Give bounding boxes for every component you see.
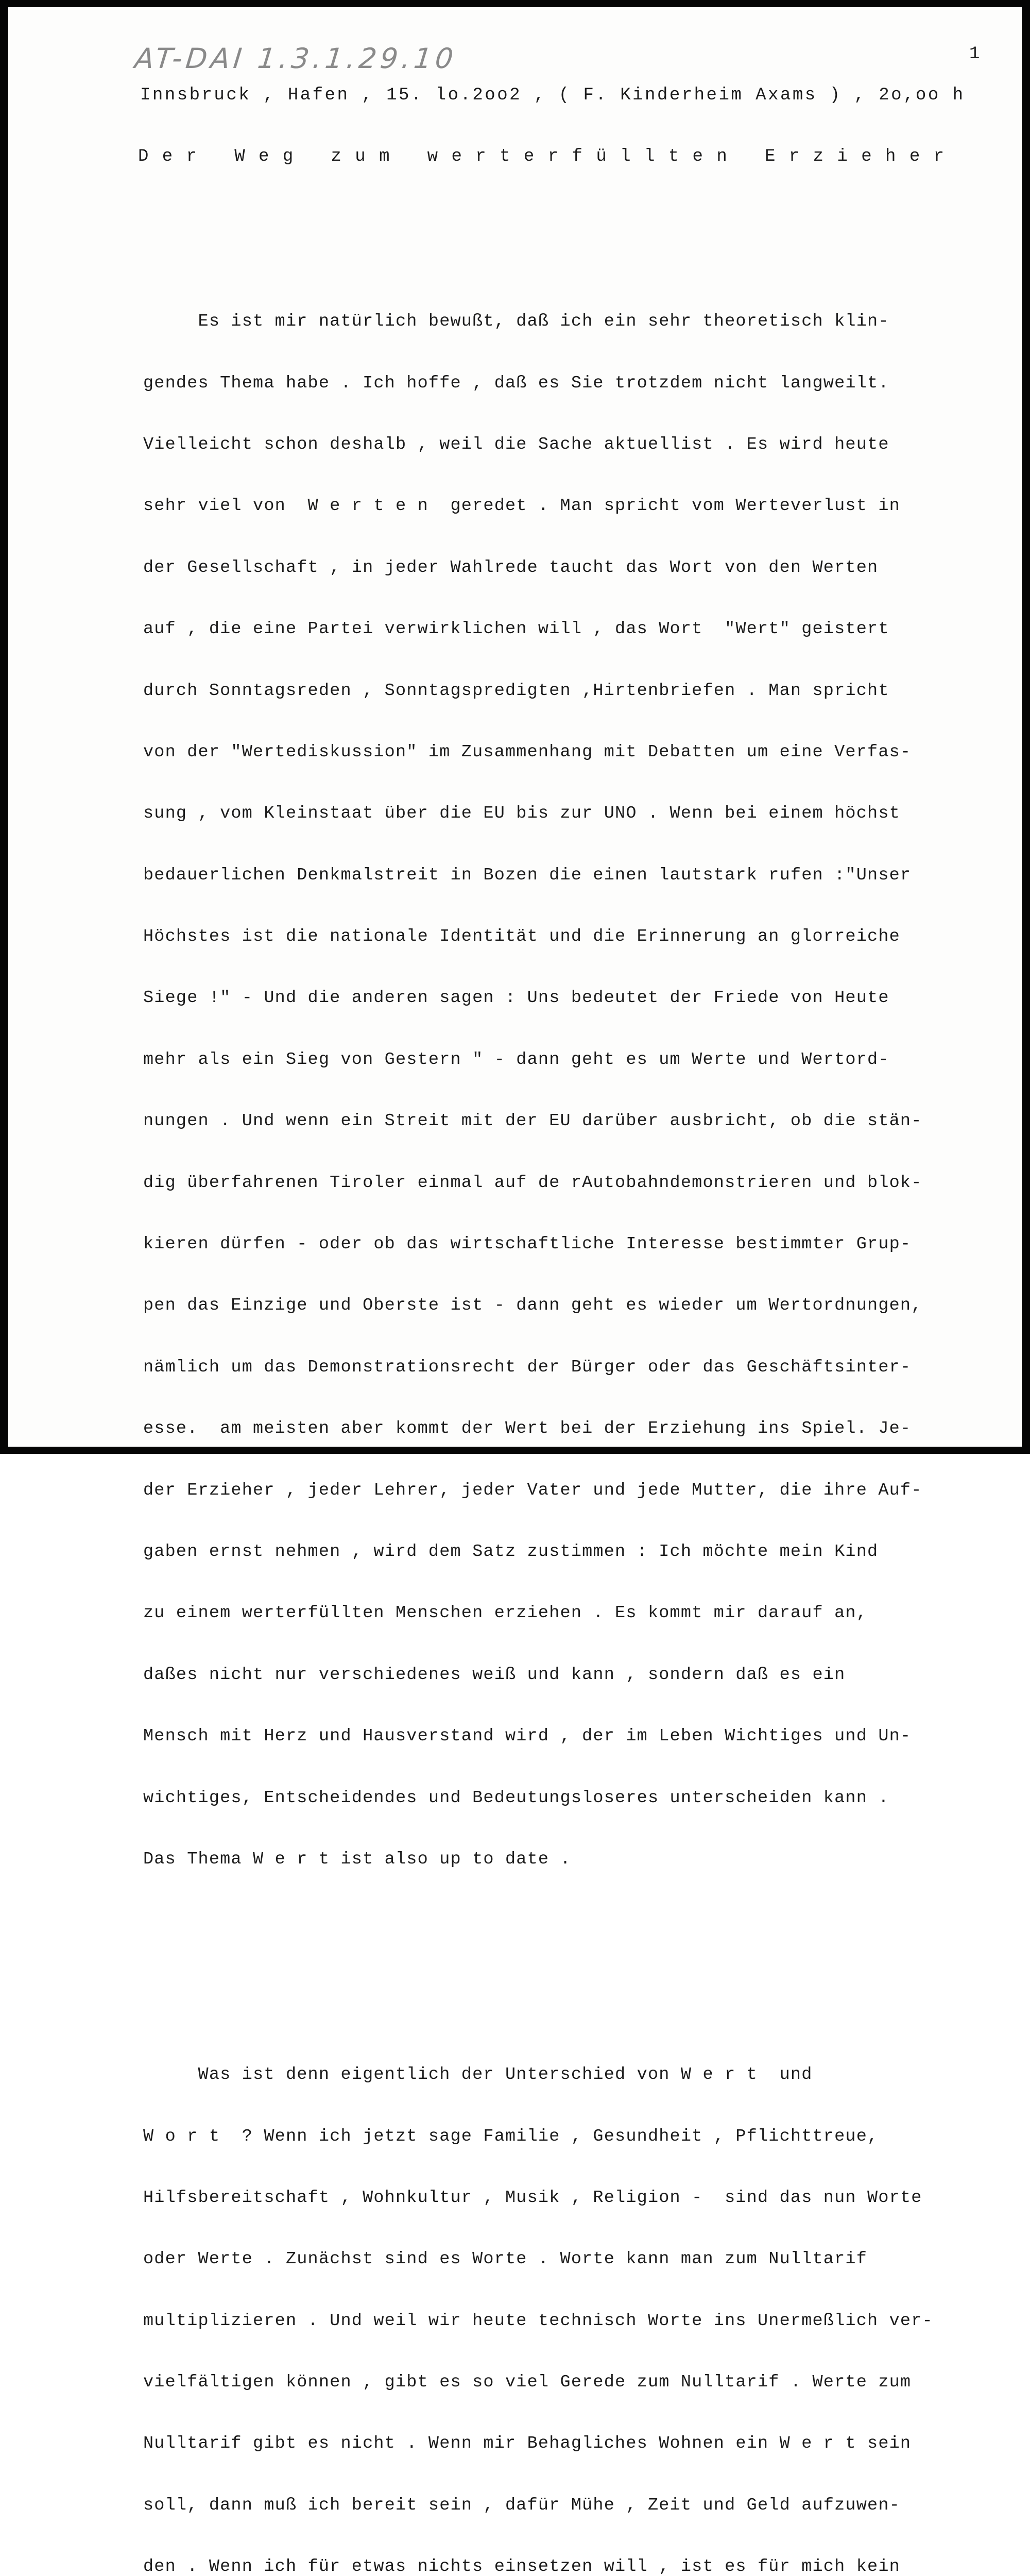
text-line: W o r t ? Wenn ich jetzt sage Familie , Gesundheit , Pflichttreue, [143, 2126, 879, 2146]
text-line: Was ist denn eigentlich der Unterschied von W e r t und [143, 2065, 813, 2085]
text-line: der Gesellschaft , in jeder Wahlrede taucht das Wort von den Werten [143, 557, 879, 578]
text-line: den . Wenn ich für etwas nichts einsetzen will , ist es für mich kein [143, 2557, 900, 2576]
text-line: der Erzieher , jeder Lehrer, jeder Vater und jede Mutter, die ihre Auf- [143, 1480, 922, 1500]
text-line: gendes Thema habe . Ich hoffe , daß es Sie trotzdem nicht langweilt. [143, 373, 889, 393]
paragraph-gap [143, 1952, 933, 1983]
text-line: soll, dann muß ich bereit sein , dafür Mühe , Zeit und Geld aufzuwen- [143, 2495, 900, 2515]
text-line: oder Werte . Zunächst sind es Worte . Worte kann man zum Nulltarif [143, 2249, 868, 2269]
text-line: dig überfahrenen Tiroler einmal auf de rAutobahndemonstrieren und blok- [143, 1173, 922, 1193]
document-title: D e r W e g z u m w e r t e r f ü l l t e n E r z i e h e r [138, 147, 946, 166]
text-line: von der "Wertediskussion" im Zusammenhang mit Debatten um eine Verfas- [143, 742, 912, 762]
text-line: Höchstes ist die nationale Identität und die Erinnerung an glorreiche [143, 927, 900, 947]
text-line: sehr viel von W e r t e n geredet . Man spricht vom Werteverlust in [143, 496, 900, 516]
text-line: Vielleicht schon deshalb , weil die Sache aktuellist . Es wird heute [143, 434, 889, 454]
place-date-line: Innsbruck , Hafen , 15. lo.2oo2 , ( F. Kinderheim Axams ) , 2o,oo h [140, 86, 965, 105]
paragraph-1 [143, 271, 933, 1911]
text-line: pen das Einzige und Oberste ist - dann geht es wieder um Wertordnungen, [143, 1296, 922, 1316]
text-line: nämlich um das Demonstrationsrecht der Bürger oder das Geschäftsinter- [143, 1357, 912, 1377]
text-line: multiplizieren . Und weil wir heute technisch Worte ins Unermeßlich ver- [143, 2311, 933, 2331]
text-line: auf , die eine Partei verwirklichen will , das Wort "Wert" geistert [143, 619, 889, 639]
text-line: sung , vom Kleinstaat über die EU bis zur UNO . Wenn bei einem höchst [143, 804, 900, 824]
text-line: Siege !" - Und die anderen sagen : Uns bedeutet der Friede von Heute [143, 988, 889, 1008]
text-line: durch Sonntagsreden , Sonntagspredigten ,Hirtenbriefen . Man spricht [143, 681, 889, 701]
text-line: Mensch mit Herz und Hausverstand wird , der im Leben Wichtiges und Un- [143, 1726, 912, 1747]
text-line: esse. am meisten aber kommt der Wert bei der Erziehung ins Spiel. Je- [143, 1419, 912, 1439]
text-line: zu einem werterfüllten Menschen erziehen . Es kommt mir darauf an, [143, 1603, 868, 1623]
text-line: Nulltarif gibt es nicht . Wenn mir Behagliches Wohnen ein W e r t sein [143, 2434, 912, 2454]
text-line: mehr als ein Sieg von Gestern " - dann geht es um Werte und Wertord- [143, 1049, 889, 1070]
text-line: bedauerlichen Denkmalstreit in Bozen die einen lautstark rufen :"Unser [143, 865, 912, 885]
text-line: gaben ernst nehmen , wird dem Satz zustimmen : Ich möchte mein Kind [143, 1542, 879, 1562]
text-line: wichtiges, Entscheidendes und Bedeutungsloseres unterscheiden kann . [143, 1788, 889, 1808]
text-line: vielfältigen können , gibt es so viel Gerede zum Nulltarif . Werte zum [143, 2372, 912, 2393]
paragraph-2 [143, 2024, 933, 2576]
page-number: 1 [969, 44, 980, 64]
document-body [143, 230, 933, 2576]
archive-mark: AT-DAI 1.3.1.29.10 [133, 42, 458, 75]
text-line: nungen . Und wenn ein Streit mit der EU darüber ausbricht, ob die stän- [143, 1111, 922, 1131]
text-line: daßes nicht nur verschiedenes weiß und kann , sondern daß es ein [143, 1665, 846, 1685]
text-line: Hilfsbereitschaft , Wohnkultur , Musik , Religion - sind das nun Worte [143, 2188, 922, 2208]
text-line: kieren dürfen - oder ob das wirtschaftliche Interesse bestimmter Grup- [143, 1234, 912, 1255]
text-line: Das Thema W e r t ist also up to date . [143, 1849, 571, 1869]
text-line: Es ist mir natürlich bewußt, daß ich ein sehr theoretisch klin- [143, 312, 889, 332]
